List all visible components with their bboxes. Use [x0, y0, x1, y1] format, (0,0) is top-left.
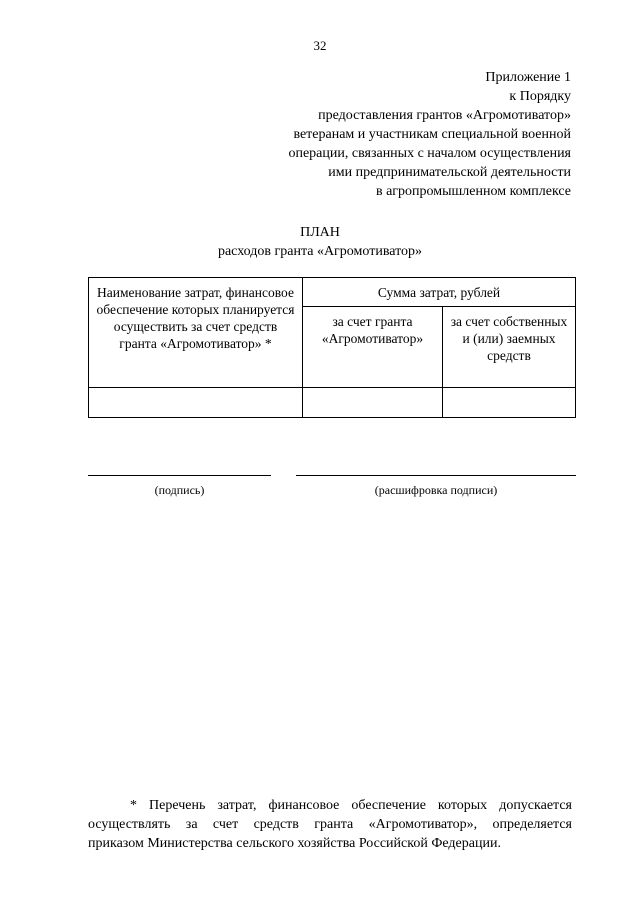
footnote-line: приказом Министерства сельского хозяйства Российской Федерации.	[88, 836, 501, 851]
signature-decoding-label: (расшифровка подписи)	[374, 483, 498, 497]
document-title	[0, 223, 640, 261]
appendix-line: операции, связанных с началом осуществления	[288, 146, 571, 161]
page-number: 32	[313, 38, 327, 53]
title-main: ПЛАН	[300, 225, 340, 240]
expense-plan-table	[88, 277, 576, 418]
title-subtitle: расходов гранта «Агромотиватор»	[217, 244, 423, 259]
table-cell	[89, 388, 303, 418]
appendix-header	[211, 68, 571, 201]
appendix-line: в агропромышленном комплексе	[375, 184, 571, 199]
appendix-line: ветеранам и участникам специальной военной	[293, 127, 571, 142]
appendix-line: ими предпринимательской деятельности	[328, 165, 571, 180]
table-row	[89, 388, 576, 418]
header-cost-name: Наименование затрат, финансовое обеспечение которых планируется осуществить за счет средств гранта «Агромотиватор» *	[89, 278, 303, 388]
header-cost-sum: Сумма затрат, рублей	[303, 278, 576, 307]
signature-line	[88, 475, 271, 476]
header-own-funds: за счет собственных и (или) заемных средств	[443, 307, 576, 388]
table-cell	[443, 388, 576, 418]
appendix-line: к Порядку	[509, 89, 571, 104]
header-grant-funds: за счет гранта «Агромотиватор»	[303, 307, 443, 388]
signature-label: (подпись)	[154, 483, 205, 497]
table-cell	[303, 388, 443, 418]
footnote	[88, 796, 572, 853]
table-header-row	[89, 278, 576, 307]
footnote-line: осуществлять за счет средств гранта «Агромотиватор», определяется	[88, 817, 572, 832]
signature-decoding-line	[296, 475, 576, 476]
appendix-line: Приложение 1	[485, 70, 571, 85]
footnote-line: * Перечень затрат, финансовое обеспечение которых допускается	[130, 798, 572, 813]
appendix-line: предоставления грантов «Агромотиватор»	[318, 108, 571, 123]
